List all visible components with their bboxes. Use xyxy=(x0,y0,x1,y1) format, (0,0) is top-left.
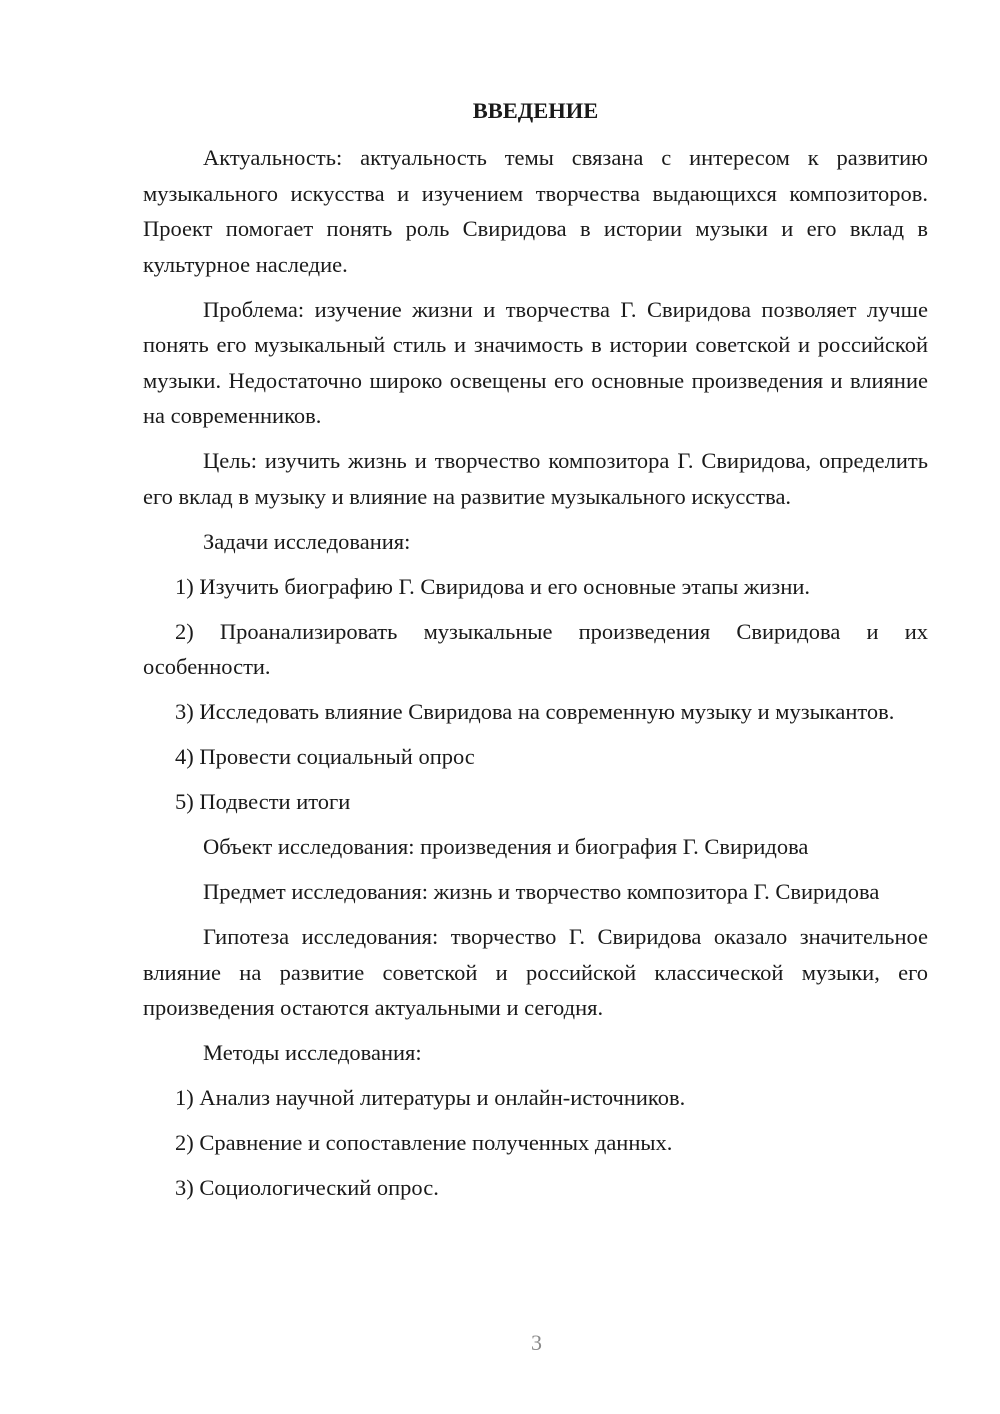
relevance-paragraph: Актуальность: актуальность темы связана с интересом к развитию музыкального искусства и изучением творчества выдающихся композиторов. Проект помогает понять роль Свиридова в истории музыки и его вклад в культурное наследие. xyxy=(143,145,928,277)
object-paragraph: Объект исследования: произведения и биография Г. Свиридова xyxy=(203,834,809,859)
document-page xyxy=(143,93,928,1215)
method-item: 2) Сравнение и сопоставление полученных данных. xyxy=(175,1130,673,1155)
section-title: ВВЕДЕНИЕ xyxy=(472,98,599,123)
hypothesis-paragraph: Гипотеза исследования: творчество Г. Свиридова оказало значительное влияние на развитие советской и российской классической музыки, его произведения остаются актуальными и сегодня. xyxy=(143,924,928,1020)
method-item: 3) Социологический опрос. xyxy=(175,1175,439,1200)
page-number: 3 xyxy=(531,1330,542,1355)
problem-paragraph: Проблема: изучение жизни и творчества Г. Свиридова позволяет лучше понять его музыкальный стиль и значимость в истории советской и российской музыки. Недостаточно широко освещены его основные произведения и влияние на современников. xyxy=(143,296,928,428)
methods-heading: Методы исследования: xyxy=(203,1040,422,1065)
task-item: 2) Проанализировать музыкальные произведения Свиридова и их особенности. xyxy=(143,618,928,679)
subject-paragraph: Предмет исследования: жизнь и творчество композитора Г. Свиридова xyxy=(203,879,880,904)
goal-paragraph: Цель: изучить жизнь и творчество композитора Г. Свиридова, определить его вклад в музыку и влияние на развитие музыкального искусства. xyxy=(143,448,928,509)
method-item: 1) Анализ научной литературы и онлайн-источников. xyxy=(175,1085,686,1110)
task-item: 4) Провести социальный опрос xyxy=(175,744,475,769)
task-item: 5) Подвести итоги xyxy=(175,789,351,814)
tasks-heading: Задачи исследования: xyxy=(203,528,411,554)
task-item: 1) Изучить биографию Г. Свиридова и его основные этапы жизни. xyxy=(175,573,811,599)
task-item: 3) Исследовать влияние Свиридова на современную музыку и музыкантов. xyxy=(175,699,895,724)
